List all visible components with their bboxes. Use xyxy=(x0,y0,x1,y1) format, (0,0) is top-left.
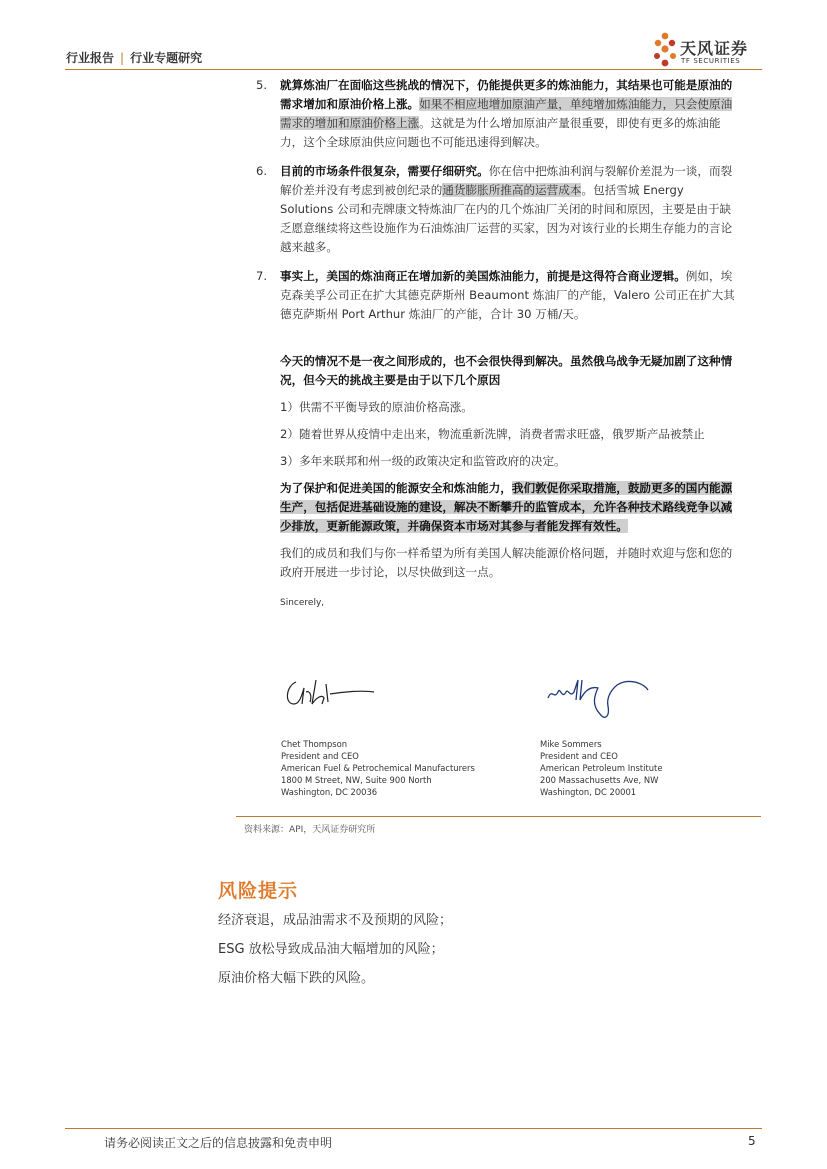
signer-title: President and CEO xyxy=(540,751,618,761)
reason-2: 2）随着世界从疫情中走出来，物流重新洗牌，消费者需求旺盛，俄罗斯产品被禁止 xyxy=(280,427,705,441)
signer-org: American Fuel & Petrochemical Manufacturers xyxy=(281,763,475,773)
call-bold-text: 为了保护和促进美国的能源安全和炼油能力， xyxy=(280,481,512,495)
source-note: 资料来源：API，天风证券研究所 xyxy=(244,825,376,835)
risk-item: ESG 放松导致成品油大幅增加的风险； xyxy=(218,942,444,957)
report-header xyxy=(66,49,202,66)
item-number: 7. xyxy=(256,269,268,283)
report-category: 行业报告 xyxy=(66,51,115,65)
signer-city: Washington, DC 20036 xyxy=(281,787,378,797)
signer-address: 200 Massachusetts Ave, NW xyxy=(540,775,659,785)
letter-item-5 xyxy=(256,76,736,152)
signer-address: 1800 M Street, NW, Suite 900 North xyxy=(281,775,432,785)
item-text: 。包括雪城 Energy Solutions 公司和壳牌康文特炼油厂在内的几个炼油厂关闭的时间和原因，主要是由于缺乏愿意继续将这些设施作为石油炼油厂运营的买家，因为对该行业的长期生存能力的言论越来越多。 xyxy=(280,183,733,254)
page-number: 5 xyxy=(748,1134,756,1148)
highlighted-text: 如果不相应地增加原油产量，单纯增加炼油能力，只会使原油需求的增加和原油价格上涨 xyxy=(280,97,733,130)
reason-1: 1）供需不平衡导致的原油价格高涨。 xyxy=(280,400,473,414)
risk-list xyxy=(218,912,452,999)
signer-1-block xyxy=(281,738,475,798)
signer-name: Chet Thompson xyxy=(281,739,348,749)
header-divider xyxy=(65,69,762,70)
risk-item: 经济衰退，成品油需求不及预期的风险； xyxy=(218,913,453,928)
reason-3: 3）多年来联邦和州一级的政策决定和监管政府的决定。 xyxy=(280,454,566,468)
header-separator: | xyxy=(120,51,125,65)
signer-city: Washington, DC 20001 xyxy=(540,787,637,797)
report-subcategory: 行业专题研究 xyxy=(130,51,203,65)
highlighted-text: 通货膨胀所推高的运营成本 xyxy=(442,183,582,197)
signer-org: American Petroleum Institute xyxy=(540,763,663,773)
item-number: 6. xyxy=(256,164,268,178)
footer-divider xyxy=(65,1128,762,1129)
item-bold-text: 事实上，美国的炼油商正在增加新的美国炼油能力，前提是这得符合商业逻辑。 xyxy=(280,269,686,283)
item-text: 。这就是为什么增加原油产量很重要，即使有更多的炼油能力，这个全球原油供应问题也不可能迅速得到解决。 xyxy=(280,116,721,149)
letter-excerpt xyxy=(256,76,736,613)
highlighted-text: 我们敦促你采取措施，鼓励更多的国内能源生产，包括促进基础设施的建设，解决不断攀升的监管成本，允许各种技术路线竞争以减少排放，更新能源政策，并确保资本市场对其参与者能发挥有效性。 xyxy=(280,481,733,533)
item-bold-text: 目前的市场条件很复杂，需要仔细研究。 xyxy=(280,164,489,178)
logo-name: 天风证券 xyxy=(680,39,749,58)
logo-mark-icon xyxy=(652,32,678,68)
logo-subtitle: TF SECURITIES xyxy=(681,57,741,65)
item-text: 你在信中把炼油利润与裂解价差混为一谈，而裂解价差并没有考虑到被创纪录的 xyxy=(280,164,733,197)
letter-item-6 xyxy=(256,162,736,257)
letter-divider xyxy=(236,816,761,817)
item-bold-text: 就算炼油厂在面临这些挑战的情况下，仍能提供更多的炼油能力，其结果也可能是原油的需求增加和原油价格上涨。 xyxy=(280,78,733,111)
footer-disclaimer: 请务必阅读正文之后的信息披露和免责申明 xyxy=(104,1136,333,1150)
item-number: 5. xyxy=(256,78,268,92)
signature-mike-sommers xyxy=(544,670,654,724)
risk-item: 原油价格大幅下跌的风险。 xyxy=(218,971,375,986)
signer-title: President and CEO xyxy=(281,751,359,761)
sign-off: Sincerely, xyxy=(280,598,325,608)
closing-paragraph: 我们的成员和我们与你一样希望为所有美国人解决能源价格问题，并随时欢迎与您和您的政府开展进一步讨论，以尽快做到这一点。 xyxy=(280,546,733,579)
section-title: 风险提示 xyxy=(218,880,299,902)
signature-chet-thompson xyxy=(282,674,382,714)
item-text: 例如，埃克森美孚公司正在扩大其德克萨斯州 Beaumont 炼油厂的产能，Valero 公司正在扩大其德克萨斯州 Port Arthur 炼油厂的产能，合计 30 万桶/天。 xyxy=(280,269,735,321)
letter-item-7 xyxy=(256,267,736,324)
intro-paragraph: 今天的情况不是一夜之间形成的，也不会很快得到解决。虽然俄乌战争无疑加剧了这种情况，但今天的挑战主要是由于以下几个原因 xyxy=(280,354,733,387)
signer-2-block xyxy=(540,738,662,798)
company-logo xyxy=(652,32,772,70)
signer-name: Mike Sommers xyxy=(540,739,602,749)
call-to-action xyxy=(280,479,736,536)
